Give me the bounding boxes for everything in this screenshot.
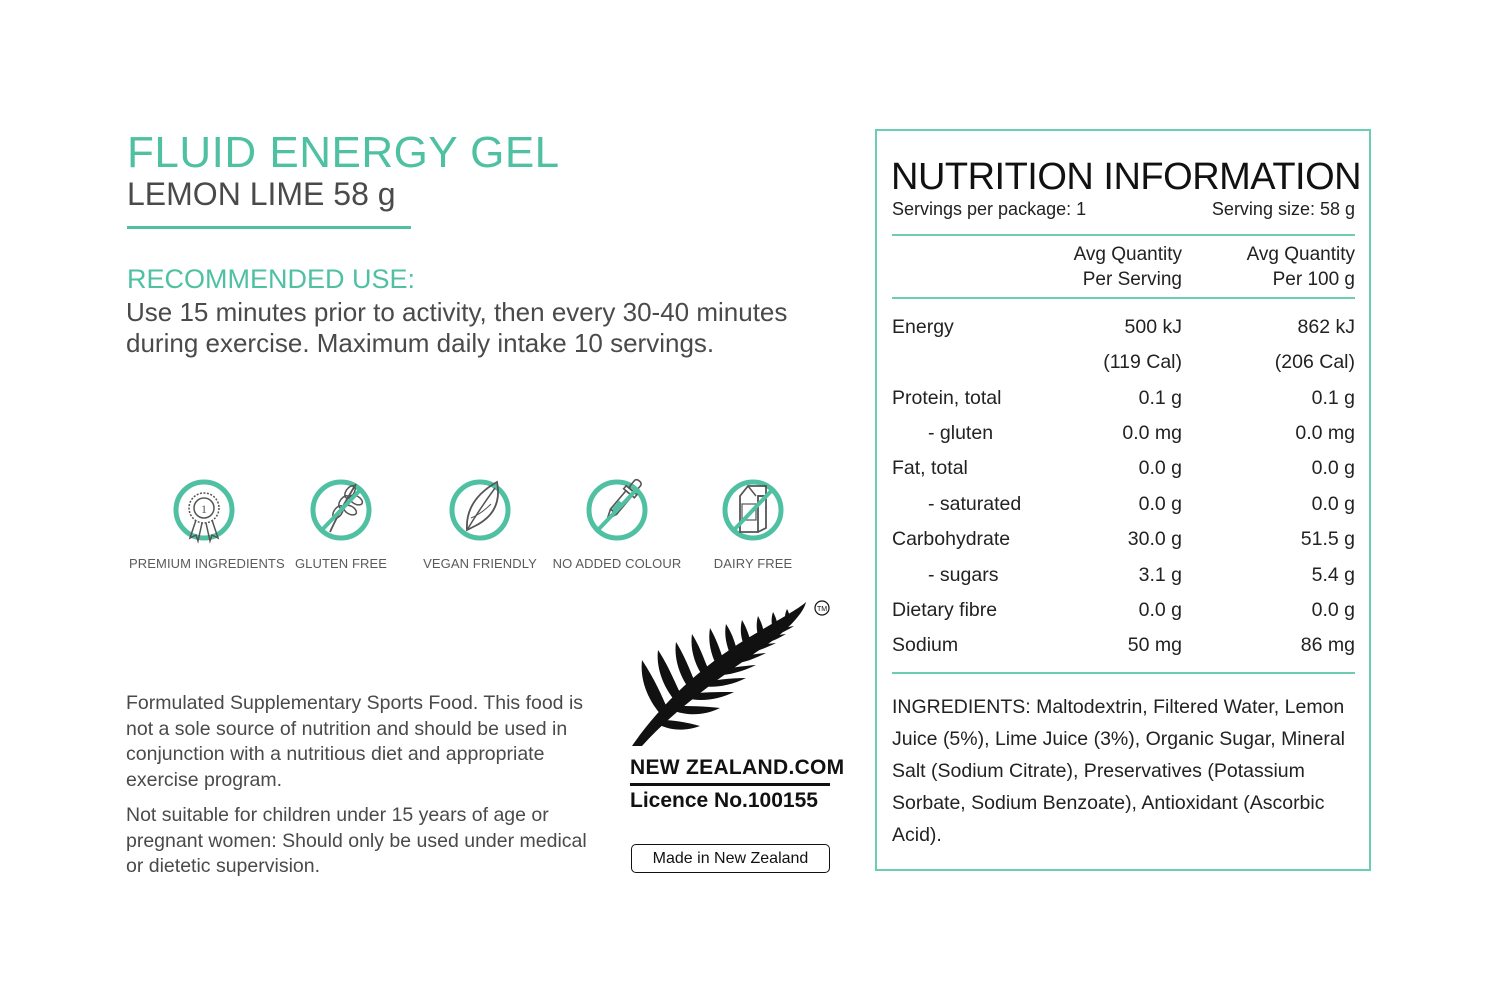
per-serving-value: 50 mg [1127, 634, 1182, 656]
badge-vegan-friendly [405, 470, 555, 571]
badge-label: DAIRY FREE [713, 556, 793, 571]
badge-gluten-free [266, 470, 416, 571]
per-100g-value: 86 mg [1300, 634, 1355, 656]
badge-dairy-free [678, 470, 828, 571]
dropper-icon [582, 470, 652, 550]
nutrition-row [892, 634, 1355, 669]
column-header-per-100g [1200, 242, 1355, 292]
wheat-crossed-icon [306, 470, 376, 550]
award-ribbon-icon [169, 470, 239, 550]
trademark-mark: TM [816, 606, 828, 613]
per-serving-value: 0.1 g [1138, 387, 1182, 409]
serving-size: Serving size: 58 g [1211, 199, 1355, 219]
per-serving-value: 3.1 g [1138, 564, 1182, 586]
nutrient-label: Sodium [892, 634, 959, 656]
recommended-use-text: Use 15 minutes prior to activity, then every 30-40 minutes during exercise. Maximum daily intake 10 servings. [126, 297, 788, 358]
svg-text:1: 1 [201, 502, 207, 516]
nutrition-divider [892, 297, 1355, 299]
product-subtitle: LEMON LIME 58 g [127, 176, 396, 212]
nutrition-row [892, 457, 1355, 492]
nz-divider [630, 783, 830, 786]
per-100g-value: 0.1 g [1311, 387, 1355, 409]
nutrition-row [892, 493, 1355, 528]
nutrient-label: - sugars [928, 564, 999, 586]
badge-label: PREMIUM INGREDIENTS [129, 556, 285, 571]
badge-label: GLUTEN FREE [294, 556, 388, 571]
nutrient-label: Energy [892, 316, 954, 338]
nutrient-label: Fat, total [892, 457, 968, 479]
nutrition-row [892, 316, 1355, 351]
nutrient-label: Carbohydrate [892, 528, 1011, 550]
nutrient-label: - saturated [928, 493, 1022, 515]
per-100g-value: 5.4 g [1311, 564, 1355, 586]
per-serving-value: 0.0 g [1138, 457, 1182, 479]
servings-per-package: Servings per package: 1 [892, 199, 1087, 219]
nutrient-label: - gluten [928, 422, 994, 444]
per-100g-value: 0.0 mg [1295, 422, 1355, 444]
badge-label: VEGAN FRIENDLY [423, 556, 537, 571]
column-header-line: Avg Quantity [1246, 244, 1355, 265]
badge-premium-ingredients [129, 470, 285, 571]
milk-carton-icon [718, 470, 788, 550]
nz-site-text: NEW ZEALAND.COM [630, 756, 845, 779]
column-header-line: Avg Quantity [1073, 244, 1182, 265]
disclaimer-formulated: Formulated Supplementary Sports Food. This food is not a sole source of nutrition and should be used in conjunction with a nutritious diet and appropriate exercise program. [126, 692, 584, 791]
per-serving-value: 0.0 g [1138, 599, 1182, 621]
nutrition-row [892, 351, 1355, 386]
per-100g-value: 0.0 g [1311, 457, 1355, 479]
nutrient-label: Protein, total [892, 387, 1002, 409]
per-serving-value: 0.0 mg [1122, 422, 1182, 444]
leaf-icon [445, 470, 515, 550]
column-header-line: Per 100 g [1272, 269, 1355, 290]
nutrition-divider [892, 672, 1355, 674]
nutrition-row [892, 387, 1355, 422]
silver-fern-icon [628, 598, 833, 748]
badge-label: NO ADDED COLOUR [552, 556, 682, 571]
per-serving-value: 30.0 g [1127, 528, 1182, 550]
nutrition-title: NUTRITION INFORMATION [891, 156, 1362, 198]
per-100g-value: 51.5 g [1300, 528, 1355, 550]
disclaimer-not-suitable: Not suitable for children under 15 years of age or pregnant women: Should only be used under medical or dietetic supervision. [126, 804, 587, 877]
per-100g-value: (206 Cal) [1274, 351, 1355, 373]
recommended-use-heading: RECOMMENDED USE: [127, 264, 416, 294]
column-header-line: Per Serving [1082, 269, 1182, 290]
per-serving-value: 0.0 g [1138, 493, 1182, 515]
nutrition-row [892, 564, 1355, 599]
nutrition-row [892, 599, 1355, 634]
column-header-per-serving [1030, 242, 1182, 292]
per-serving-value: (119 Cal) [1103, 351, 1182, 373]
made-in-badge: Made in New Zealand [631, 844, 830, 873]
badge-no-added-colour [542, 470, 692, 571]
nutrient-label: Dietary fibre [892, 599, 998, 621]
ingredients-text: INGREDIENTS: Maltodextrin, Filtered Water, Lemon Juice (5%), Lime Juice (3%), Organic Sugar, Mineral Salt (Sodium Citrate), Preservatives (Potassium Sorbate, Sodium Benzoate), Antioxidant (Ascorbic Acid). [892, 696, 1346, 846]
nz-licence-text: Licence No.100155 [630, 789, 818, 812]
per-100g-value: 862 kJ [1297, 316, 1355, 338]
title-underline [127, 226, 411, 229]
per-100g-value: 0.0 g [1311, 493, 1355, 515]
per-100g-value: 0.0 g [1311, 599, 1355, 621]
per-serving-value: 500 kJ [1124, 316, 1182, 338]
nutrition-row [892, 528, 1355, 563]
product-title: FLUID ENERGY GEL [127, 128, 560, 177]
nutrition-divider [892, 234, 1355, 236]
nutrition-row [892, 422, 1355, 457]
